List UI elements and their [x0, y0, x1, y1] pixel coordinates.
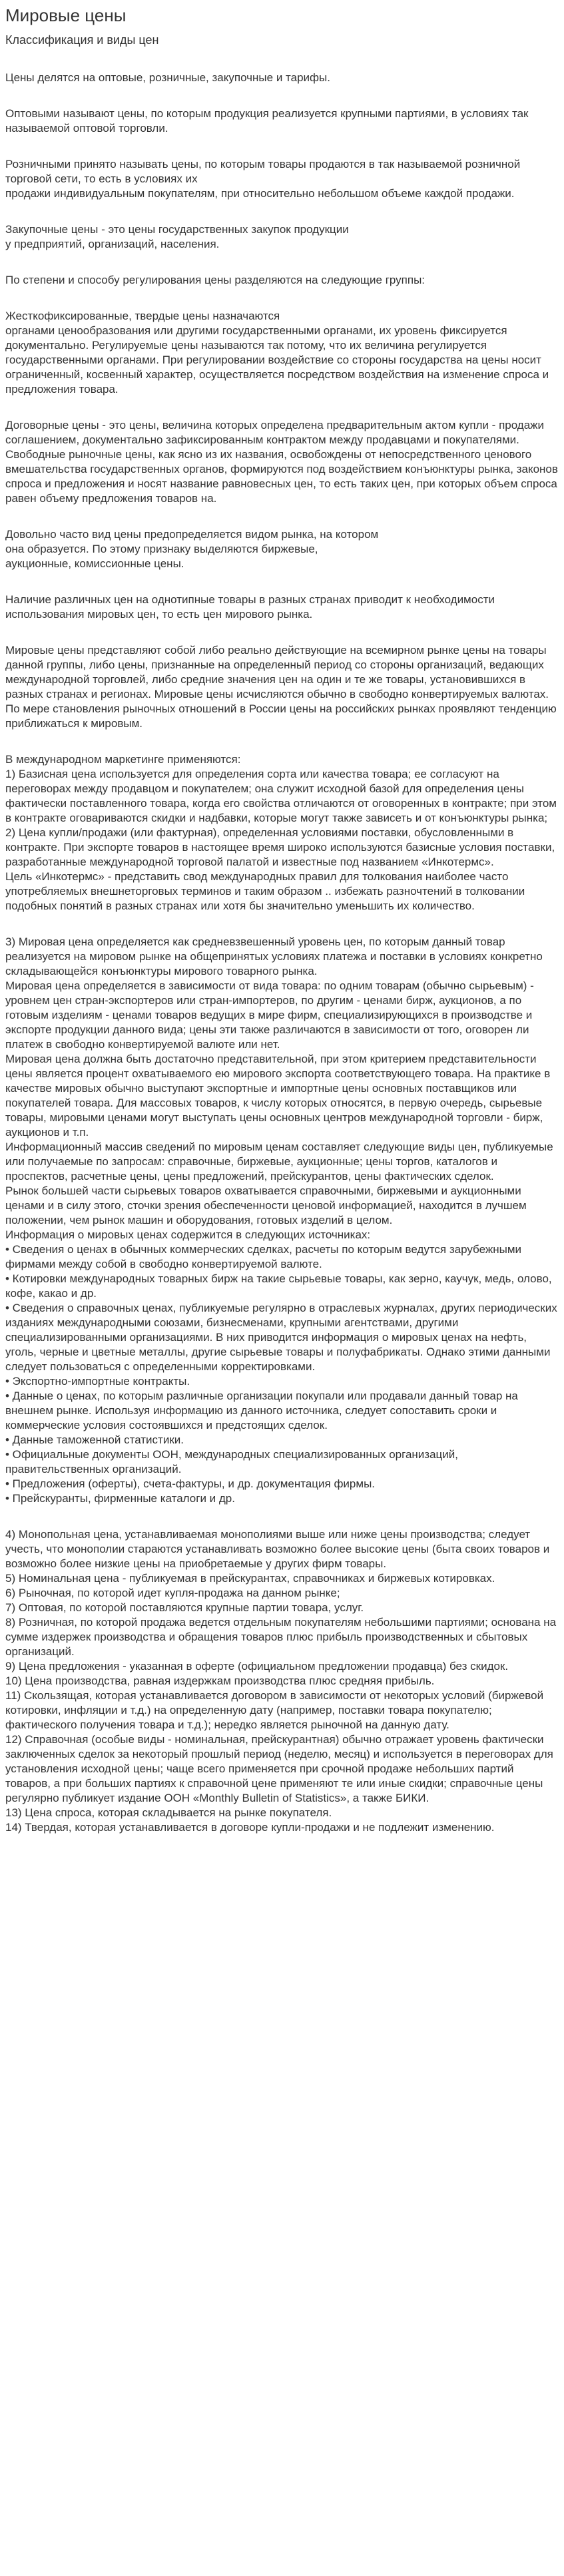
paragraph: Оптовыми называют цены, по которым продукция реализуется крупными партиями, в условиях так называемой оптовой торговли. — [5, 107, 529, 134]
paragraph: 4) Монопольная цена, устанавливаемая монополиями выше или ниже цены производства; следует учесть, что монополии стараются устанавливать возможно более высокие цены (быта своих товаров и возможно более низкие цены на приобретаемые у других фирм товары. 5) Номинальная цена - публикуемая в прейскурантах, справочниках и биржевых котировках. 6) Рыночная, по которой идет купля-продажа на данном рынке; 7) Оптовая, по которой поставляются крупные партии товара, услуг. 8) Розничная, по которой продажа ведется отдельным покупателям небольшими партиями; основана на сумме издержек производства и обращения товаров плюс прибыль производственных и сбытовых организаций. 9) Цена предложения - указанная в оферте (официальном предложении продавца) без скидок. 10) Цена производства, равная издержкам производства плюс средняя прибыль. 11) Скользящая, которая устанавливается договором в зависимости от некоторых условий (биржевой котировки, инфляции и т.д.) на определенную дату (например, поставки товара покупателю; фактического получения товара и т.д.); нередко является рыночной на данную дату. 12) Справочная (особые виды - номинальная, прейскурантная) обычно отражает уровень фактически заключенных сделок за некоторый прошлый период (неделю, месяц) и используется в переговорах для установления исходной цены; чаще всего применяется при срочной продаже небольших партий товаров, а при больших партиях к справочной цене применяют те или иные скидки; справочные цены регулярно публикует издание ООН «Monthly Bulletin of Statistics», а также БИКИ. 13) Цена спроса, которая складывается на рынке покупателя. 14) Твердая, которая устанавливается в договоре купли-продажи и не подлежит изменению. — [5, 1528, 557, 1834]
paragraph: Закупочные цены - это цены государственных закупок продукции у предприятий, организаций, населения. — [5, 223, 349, 250]
paragraph: Розничными принято называть цены, по которым товары продаются в так называемой розничной торговой сети, то есть в условиях их продажи индивидуальным покупателям, при относительно небольшом объеме каждой продажи. — [5, 158, 521, 200]
paragraph: Довольно часто вид цены предопределяется видом рынка, на котором она образуется. По этому признаку выделяются биржевые, аукционные, комиссионные цены. — [5, 528, 379, 570]
paragraph: Договорные цены - это цены, величина которых определена предварительным актом купли - продажи соглашением, документально зафиксированным контрактом между продавцами и покупателями. Свободные рыночные цены, как ясно из их названия, освобождены от непосредственного ценового вмешательства государственных органов, формируются под воздействием конъюнктуры рынка, законов спроса и предложения и носят название равновесных цен, то есть таких цен, при которых объем спроса равен объему предложения товаров на. — [5, 419, 558, 505]
paragraph: Мировые цены представляют собой либо реально действующие на всемирном рынке цены на товары данной группы, либо цены, признанные на определенный период со стороны организаций, ведающих международной торговлей, либо средние значения цен на один и те же товары, установившихся в разных странах и регионах. Мировые цены исчисляются обычно в свободно конвертируемых валютах. По мере становления рыночных отношений в России цены на российских рынках проявляют тенденцию приближаться к мировым. — [5, 644, 557, 730]
article-body — [5, 56, 559, 1850]
paragraph: В международном маркетинге применяются: 1) Базисная цена используется для определения сорта или качества товара; ее согласуют на переговорах между продавцом и покупателем; она служит исходной базой для определения цены фактически поставленного товара, когда его свойства отличаются от оговоренных в контракте; при этом в контракте оговариваются скидки и надбавки, которые могут также зависеть и от конъюнктуры рынка; 2) Цена купли/продажи (или фактурная), определенная условиями поставки, обусловленными в контракте. При экспорте товаров в настоящее время широко используются базисные условия поставки, разработанные международной торговой палатой и известные под названием «Инкотермс». Цель «Инкотермс» - представить свод международных правил для толкования наиболее часто употребляемых внешнеторговых терминов и таким образом .. избежать разночтений в толковании подобных понятий в разных странах или хотя бы значительно уменьшить их количество. — [5, 753, 557, 912]
page-subtitle: Классификация и виды цен — [5, 33, 159, 47]
paragraph: 3) Мировая цена определяется как средневзвешенный уровень цен, по которым данный товар реализуется на мировом рынке на общепринятых условиях платежа и поставки в условиях конкретно складывающейся конъюнктуры мирового товарного рынка. Мировая цена определяется в зависимости от вида товара: по одним товарам (обычно сырьевым) - уровнем цен стран-экспортеров или стран-импортеров, по другим - ценами бирж, аукционов, а по готовым изделиям - ценами товаров ведущих в мире фирм, специализирующихся в производстве и экспорте продукции данного вида; цены эти также различаются в зависимости от того, оговорен ли платеж в свободно конвертируемой валюте или нет. Мировая цена должна быть достаточно представительной, при этом критерием представительности цены является процент охватываемого ею мирового экспорта соответствующего товара. На практике в качестве мировых обычно выступают экспортные и импортные цены основных поставщиков или покупателей товара. Для массовых товаров, к числу которых относятся, в первую очередь, сырьевые товары, мировыми ценами могут выступать цены основных центров международной торговли - бирж, аукционов и т.п. Информационный массив сведений по мировым ценам составляет следующие виды цен, публикуемые или получаемые по запросам: справочные, биржевые, аукционные; цены торгов, каталогов и проспектов, расчетные цены, цены предложений, прейскурантов, цены фактических сделок. Рынок большей части сырьевых товаров охватывается справочными, биржевыми и аукционными ценами и в силу этого, сточки зрения обеспеченности ценовой информацией, находится в лучшем положении, чем рынок машин и оборудования, готовых изделий в целом. Информация о мировых ценах содержится в следующих источниках: • Сведения о ценах в обычных коммерческих сделках, расчеты по которым ведутся зарубежными фирмами между собой в свободно конвертируемой валюте. • Котировки международных товарных бирж на такие сырьевые товары, как зерно, каучук, медь, олово, кофе, какао и др. • Сведения о справочных ценах, публикуемые регулярно в отраслевых журналах, других периодических изданиях международными союзами, бизнесменами, крупными агентствами, другими специализированными организациями. В них приводится информация о мировых ценах на нефть, уголь, черные и цветные металлы, другие сырьевые товары и полуфабрикаты. Однако этими данными следует пользоваться с определенными корректировками. • Экспортно-импортные контракты. • Данные о ценах, по которым различные организации покупали или продавали данный товар на внешнем рынке. Используя информацию из данного источника, следует сопоставить сроки и коммерческие условия состоявшихся и предстоящих сделок. • Данные таможенной статистики. • Официальные документы ООН, международных специализированных организаций, правительственных организаций. • Предложения (оферты), счета-фактуры, и др. документация фирмы. • Прейскуранты, фирменные каталоги и др. — [5, 935, 557, 1505]
paragraph: Наличие различных цен на однотипные товары в разных странах приводит к необходимости использования мировых цен, то есть цен мирового рынка. — [5, 593, 495, 621]
page-title: Мировые цены — [5, 5, 127, 25]
paragraph: Цены делятся на оптовые, розничные, закупочные и тарифы. — [5, 71, 330, 84]
paragraph: Жесткофиксированные, твердые цены назначаются органами ценообразования или другими государственными органами, их уровень фиксируется документально. Регулируемые цены называются так потому, что их величина регулируется государственными органами. При регулировании воздействие со стороны государства на цены носит ограниченный, косвенный характер, осуществляется посредством воздействия на изменение спроса и предложения товара. — [5, 310, 549, 395]
paragraph: По степени и способу регулирования цены разделяются на следующие группы: — [5, 274, 425, 286]
